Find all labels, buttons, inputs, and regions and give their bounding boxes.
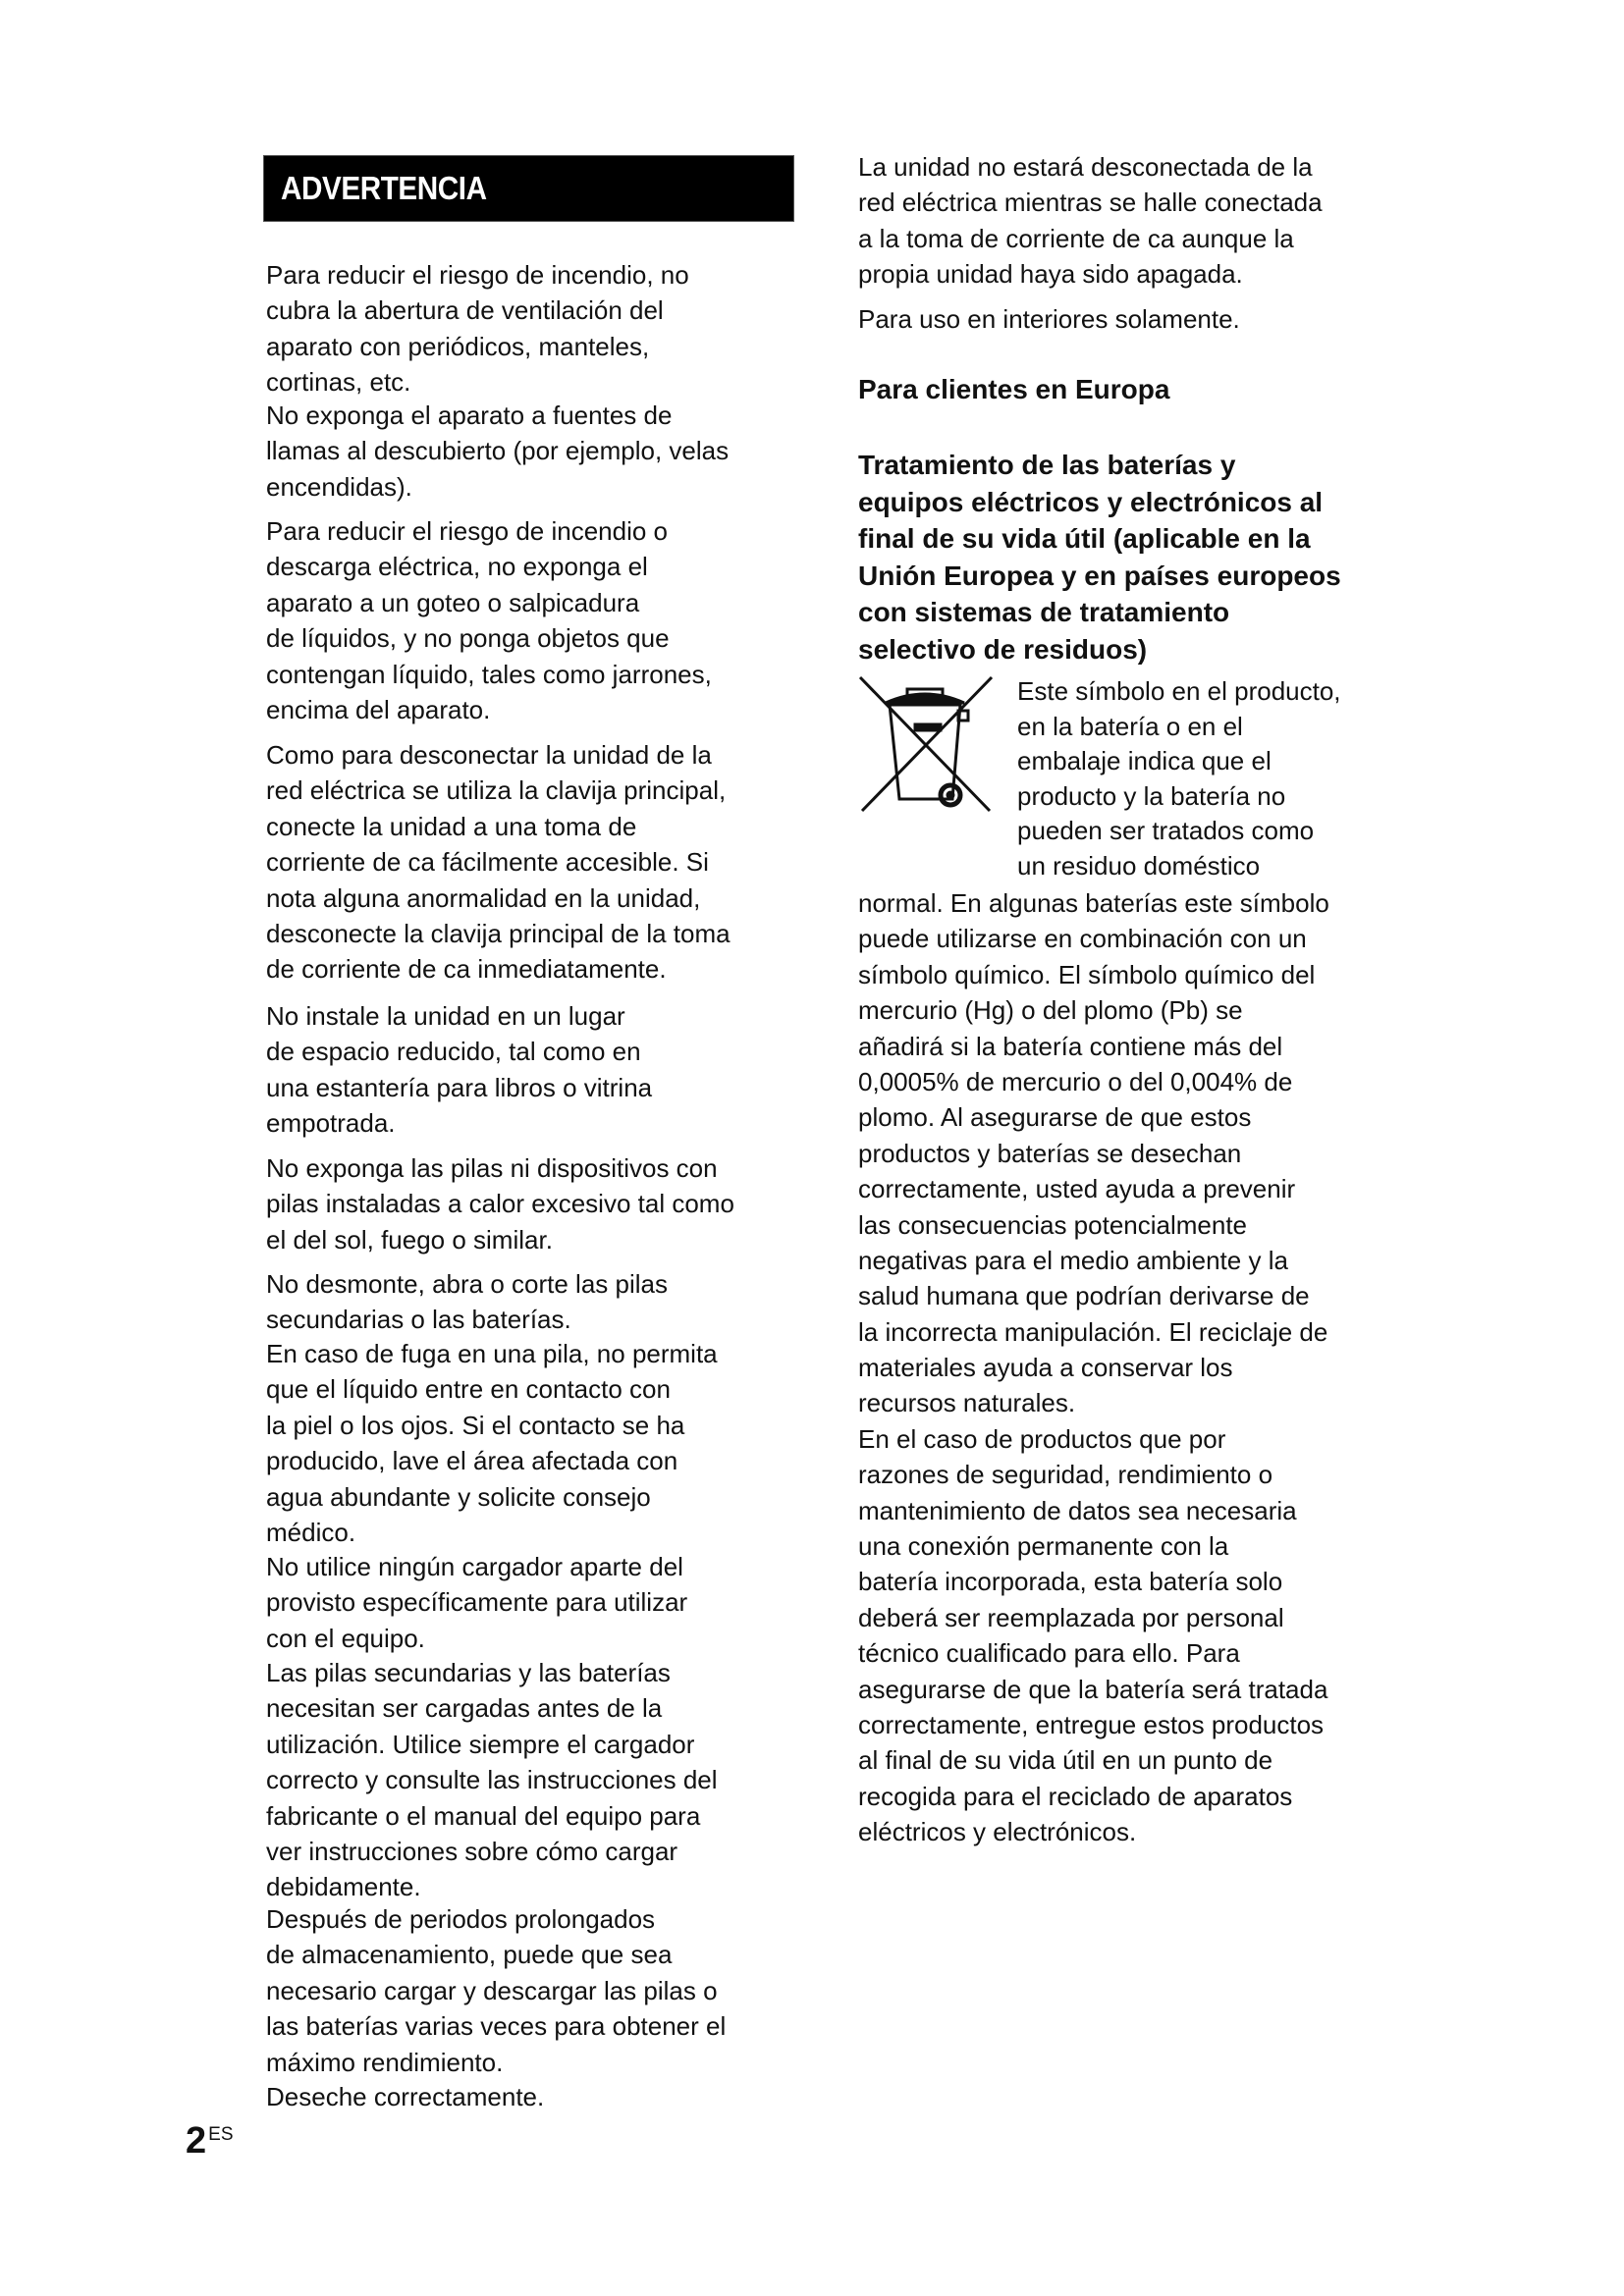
- text-line: necesario cargar y descargar las pilas o: [266, 1975, 718, 2005]
- crossed-out-wheeled-bin-icon: [856, 673, 996, 821]
- paragraph: [858, 301, 1240, 337]
- text-line: utilización. Utilice siempre el cargador: [266, 1729, 695, 1759]
- section-heading: [858, 371, 1169, 408]
- text-line: descarga eléctrica, no exponga el: [266, 552, 648, 582]
- text-line: No exponga las pilas ni dispositivos con: [266, 1153, 718, 1183]
- text-line: negativas para el medio ambiente y la: [858, 1245, 1288, 1275]
- text-line: el del sol, fuego o similar.: [266, 1224, 553, 1255]
- text-line: fabricante o el manual del equipo para: [266, 1800, 701, 1831]
- text-line: razones de seguridad, rendimiento o: [858, 1460, 1273, 1490]
- text-line: No exponga el aparato a fuentes de: [266, 400, 673, 430]
- text-line: correctamente, usted ayuda a prevenir: [858, 1174, 1296, 1204]
- paragraph: [266, 737, 731, 988]
- text-line: propia unidad haya sido apagada.: [858, 259, 1243, 290]
- text-line: de corriente de ca inmediatamente.: [266, 954, 667, 985]
- text-line: las baterías varias veces para obtener el: [266, 2011, 727, 2042]
- text-line: salud humana que podrían derivarse de: [858, 1281, 1310, 1311]
- text-line: Deseche correctamente.: [266, 2082, 545, 2111]
- text-line: equipos eléctricos y electrónicos al: [858, 486, 1324, 517]
- text-line: mantenimiento de datos sea necesaria: [858, 1495, 1297, 1525]
- text-line: corriente de ca fácilmente accesible. Si: [266, 847, 709, 878]
- text-line: Unión Europea y en países europeos: [858, 560, 1341, 591]
- text-line: necesitan ser cargadas antes de la: [266, 1693, 663, 1724]
- paragraph: [266, 398, 729, 505]
- paragraph: [858, 885, 1329, 1850]
- text-line: de espacio reducido, tal como en: [266, 1037, 641, 1067]
- text-line: producto y la batería no: [1017, 780, 1286, 811]
- text-line: al final de su vida útil en un punto de: [858, 1745, 1273, 1776]
- text-line: Este símbolo en el producto,: [1017, 676, 1341, 706]
- text-line: No utilice ningún cargador aparte del: [266, 1552, 683, 1581]
- text-line: un residuo doméstico: [1017, 850, 1261, 881]
- text-line: cortinas, etc.: [266, 367, 411, 398]
- text-line: las consecuencias potencialmente: [858, 1209, 1248, 1240]
- text-line: desconecte la clavija principal de la toma: [266, 918, 731, 948]
- text-line: una estantería para libros o vitrina: [266, 1072, 653, 1102]
- text-line: máximo rendimiento.: [266, 2047, 504, 2077]
- paragraph: [266, 1266, 668, 1338]
- text-line: técnico cualificado para ello. Para: [858, 1638, 1240, 1669]
- warning-banner: [263, 155, 794, 222]
- text-line: correctamente, entregue estos productos: [858, 1709, 1325, 1739]
- text-line: encima del aparato.: [266, 694, 491, 724]
- text-line: deberá ser reemplazada por personal: [858, 1602, 1284, 1632]
- text-line: 0,0005% de mercurio o del 0,004% de: [858, 1066, 1293, 1096]
- page-language-suffix: ES: [208, 2124, 234, 2145]
- paragraph: [266, 2079, 544, 2114]
- text-line: añadirá si la batería contiene más del: [858, 1031, 1283, 1061]
- text-line: encendidas).: [266, 471, 412, 502]
- paragraph: [266, 998, 652, 1142]
- text-line: materiales ayuda a conservar los: [858, 1353, 1233, 1383]
- text-line: ver instrucciones sobre cómo cargar: [266, 1836, 678, 1866]
- paragraph: [266, 257, 689, 400]
- paragraph: [266, 1150, 734, 1257]
- text-line: de almacenamiento, puede que sea: [266, 1940, 673, 1970]
- text-line: No instale la unidad en un lugar: [266, 1001, 625, 1031]
- page-number: [186, 2120, 234, 2163]
- text-line: con sistemas de tratamiento: [858, 597, 1230, 628]
- paragraph: [266, 1549, 687, 1656]
- text-line: Para reducir el riesgo de incendio, no: [266, 260, 689, 290]
- text-line: mercurio (Hg) o del plomo (Pb) se: [858, 995, 1243, 1026]
- text-line: en la batería o en el: [1017, 711, 1243, 741]
- section-heading: [858, 447, 1341, 668]
- text-line: Para clientes en Europa: [858, 374, 1170, 404]
- text-line: puede utilizarse en combinación con un: [858, 924, 1307, 954]
- text-line: con el equipo.: [266, 1623, 425, 1653]
- text-line: plomo. Al asegurarse de que estos: [858, 1102, 1252, 1133]
- text-line: Para reducir el riesgo de incendio o: [266, 516, 669, 546]
- text-line: la piel o los ojos. Si el contacto se ha: [266, 1410, 685, 1440]
- text-line: Para uso en interiores solamente.: [858, 304, 1240, 334]
- text-line: Como para desconectar la unidad de la: [266, 740, 712, 770]
- text-line: médico.: [266, 1517, 356, 1547]
- text-line: llamas al descubierto (por ejemplo, velas: [266, 436, 730, 466]
- paragraph: [266, 513, 712, 727]
- text-line: red eléctrica mientras se halle conectada: [858, 187, 1323, 218]
- text-line: En caso de fuga en una pila, no permita: [266, 1339, 718, 1368]
- text-line: red eléctrica se utiliza la clavija principal,: [266, 775, 727, 806]
- text-line: una conexión permanente con la: [858, 1531, 1229, 1562]
- text-line: empotrada.: [266, 1108, 396, 1139]
- text-line: debidamente.: [266, 1872, 421, 1902]
- text-line: Las pilas secundarias y las baterías: [266, 1658, 671, 1687]
- text-line: normal. En algunas baterías este símbolo: [858, 888, 1329, 918]
- text-line: recursos naturales.: [858, 1388, 1076, 1418]
- text-line: Tratamiento de las baterías y: [858, 450, 1236, 480]
- text-line: conecte la unidad a una toma de: [266, 811, 637, 841]
- text-line: aparato con periódicos, manteles,: [266, 331, 650, 361]
- text-line: final de su vida útil (aplicable en la: [858, 523, 1311, 555]
- text-line: No desmonte, abra o corte las pilas: [266, 1269, 668, 1299]
- text-line: productos y baterías se desechan: [858, 1138, 1242, 1168]
- text-line: secundarias o las baterías.: [266, 1305, 571, 1335]
- text-line: contengan líquido, tales como jarrones,: [266, 659, 712, 689]
- paragraph: [266, 1655, 718, 1905]
- text-line: a la toma de corriente de ca aunque la: [858, 223, 1294, 253]
- text-line: La unidad no estará desconectada de la: [858, 152, 1313, 182]
- text-line: correcto y consulte las instrucciones del: [266, 1765, 718, 1795]
- text-line: Después de periodos prolongados: [266, 1904, 656, 1934]
- text-line: símbolo químico. El símbolo químico del: [858, 959, 1316, 989]
- text-line: que el líquido entre en contacto con: [266, 1374, 671, 1405]
- text-line: selectivo de residuos): [858, 633, 1148, 665]
- page-number-value: 2: [186, 2120, 207, 2162]
- text-line: provisto específicamente para utilizar: [266, 1587, 688, 1618]
- text-line: pueden ser tratados como: [1017, 816, 1315, 845]
- text-line: nota alguna anormalidad en la unidad,: [266, 882, 701, 913]
- text-line: batería incorporada, esta batería solo: [858, 1567, 1283, 1597]
- symbol-description: [1017, 674, 1341, 883]
- text-line: aparato a un goteo o salpicadura: [266, 587, 640, 617]
- paragraph: [266, 1336, 718, 1550]
- text-line: agua abundante y solicite consejo: [266, 1481, 651, 1512]
- text-line: cubra la abertura de ventilación del: [266, 295, 664, 326]
- text-line: asegurarse de que la batería será tratada: [858, 1674, 1328, 1704]
- text-line: de líquidos, y no ponga objetos que: [266, 623, 670, 654]
- text-line: producido, lave el área afectada con: [266, 1446, 678, 1476]
- text-line: recogida para el reciclado de aparatos: [858, 1781, 1293, 1811]
- paragraph: [858, 149, 1323, 293]
- banner-title: ADVERTENCIA: [281, 170, 487, 206]
- text-line: embalaje indica que el: [1017, 746, 1272, 775]
- text-line: pilas instaladas a calor excesivo tal como: [266, 1189, 734, 1219]
- text-line: la incorrecta manipulación. El reciclaje de: [858, 1316, 1328, 1347]
- text-line: En el caso de productos que por: [858, 1423, 1226, 1454]
- paragraph: [266, 1901, 726, 2080]
- text-line: eléctricos y electrónicos.: [858, 1817, 1137, 1847]
